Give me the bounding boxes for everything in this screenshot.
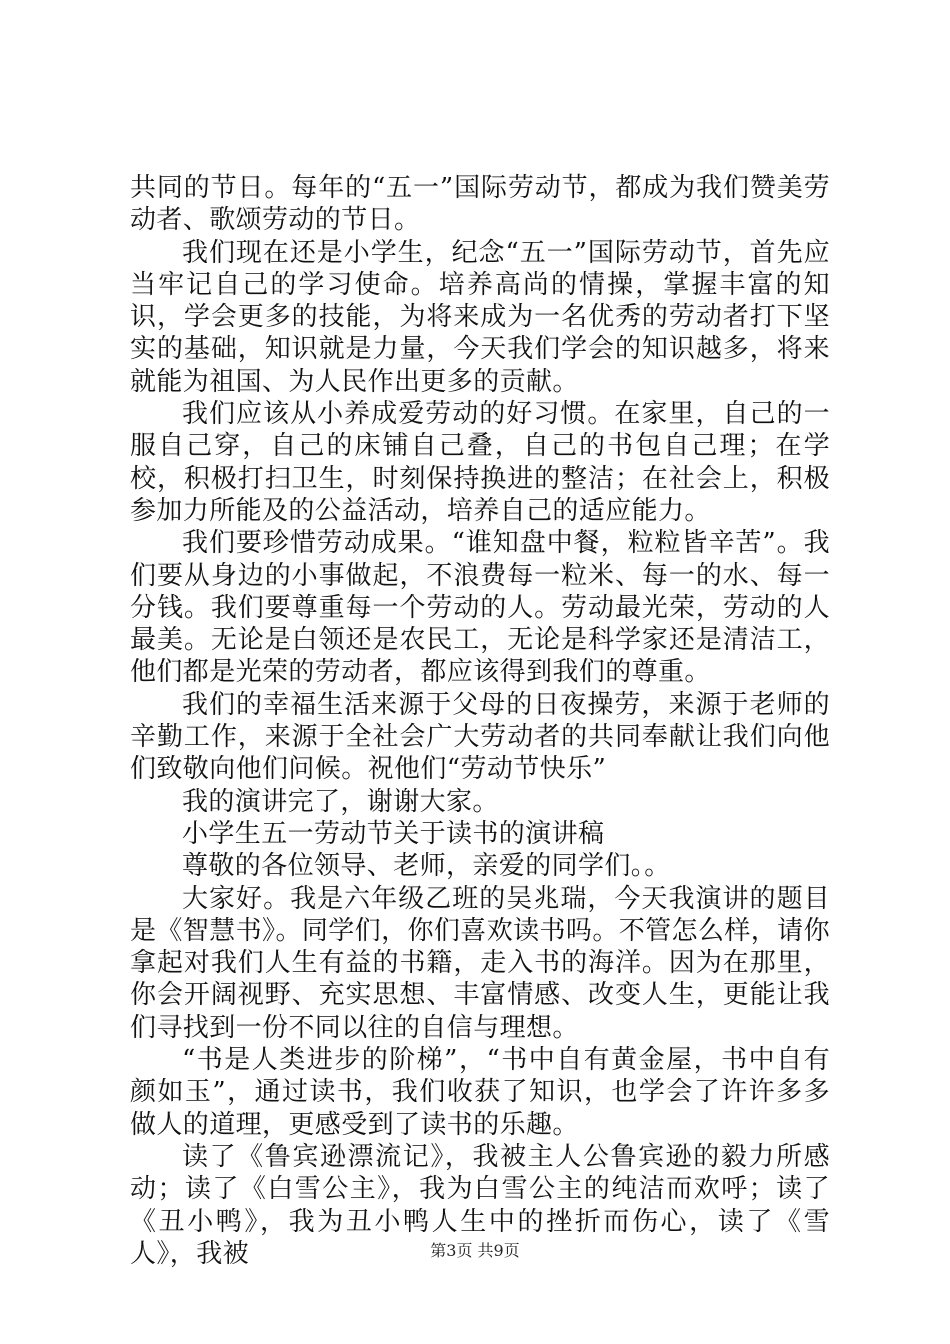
paragraph: 我的演讲完了，谢谢大家。 [182, 786, 499, 817]
paragraph: 小学生五一劳动节关于读书的演讲稿 [182, 818, 605, 849]
paragraph: 尊敬的各位领导、老师，亲爱的同学们。。 [182, 851, 671, 882]
paragraph: 我们要珍惜劳动成果。“谁知盘中餐，粒粒皆辛苦”。我们要从身边的小事做起，不浪费每一粒米、每一的水、每一分钱。我们要尊重每一个劳动的人。劳动最光荣，劳动的人最美。无论是白领还是农民工，无论是科学家还是清洁工，他们都是光荣的劳动者，都应该得到我们的尊重。 [130, 528, 830, 688]
document-body [130, 172, 830, 1270]
paragraph: 我们的幸福生活来源于父母的日夜操劳，来源于老师的辛勤工作，来源于全社会广大劳动者的共同奉献让我们向他们致敬向他们问候。祝他们“劳动节快乐” [130, 689, 830, 785]
paragraph: 读了《鲁宾逊漂流记》，我被主人公鲁宾逊的毅力所感动；读了《白雪公主》，我为白雪公主的纯洁而欢呼；读了《丑小鸭》，我为丑小鸭人生中的挫折而伤心，读了《雪人》，我被 [130, 1141, 830, 1269]
paragraph: 共同的节日。每年的“五一”国际劳动节，都成为我们赞美劳动者、歌颂劳动的节日。 [130, 173, 830, 236]
paragraph: 大家好。我是六年级乙班的吴兆瑞，今天我演讲的题目是《智慧书》。同学们，你们喜欢读书吗。不管怎么样，请你拿起对我们人生有益的书籍，走入书的海洋。因为在那里，你会开阔视野、充实思想、丰富情感、改变人生，更能让我们寻找到一份不同以往的自信与理想。 [130, 883, 830, 1043]
paragraph: 我们应该从小养成爱劳动的好习惯。在家里，自己的一服自己穿，自己的床铺自己叠，自己的书包自己理；在学校，积极打扫卫生，时刻保持换进的整洁；在社会上，积极参加力所能及的公益活动，培养自己的适应能力。 [130, 399, 830, 526]
paragraph: 我们现在还是小学生，纪念“五一”国际劳动节，首先应当牢记自己的学习使命。培养高尚的情操，掌握丰富的知识，学会更多的技能，为将来成为一名优秀的劳动者打下坚实的基础，知识就是力量，今天我们学会的知识越多，将来就能为祖国、为人民作出更多的贡献。 [130, 237, 830, 397]
page-footer: 第3页 共9页 [430, 1241, 520, 1260]
paragraph: “书是人类进步的阶梯”，“书中自有黄金屋，书中自有颜如玉”，通过读书，我们收获了知识，也学会了许许多多做人的道理，更感受到了读书的乐趣。 [130, 1045, 830, 1140]
